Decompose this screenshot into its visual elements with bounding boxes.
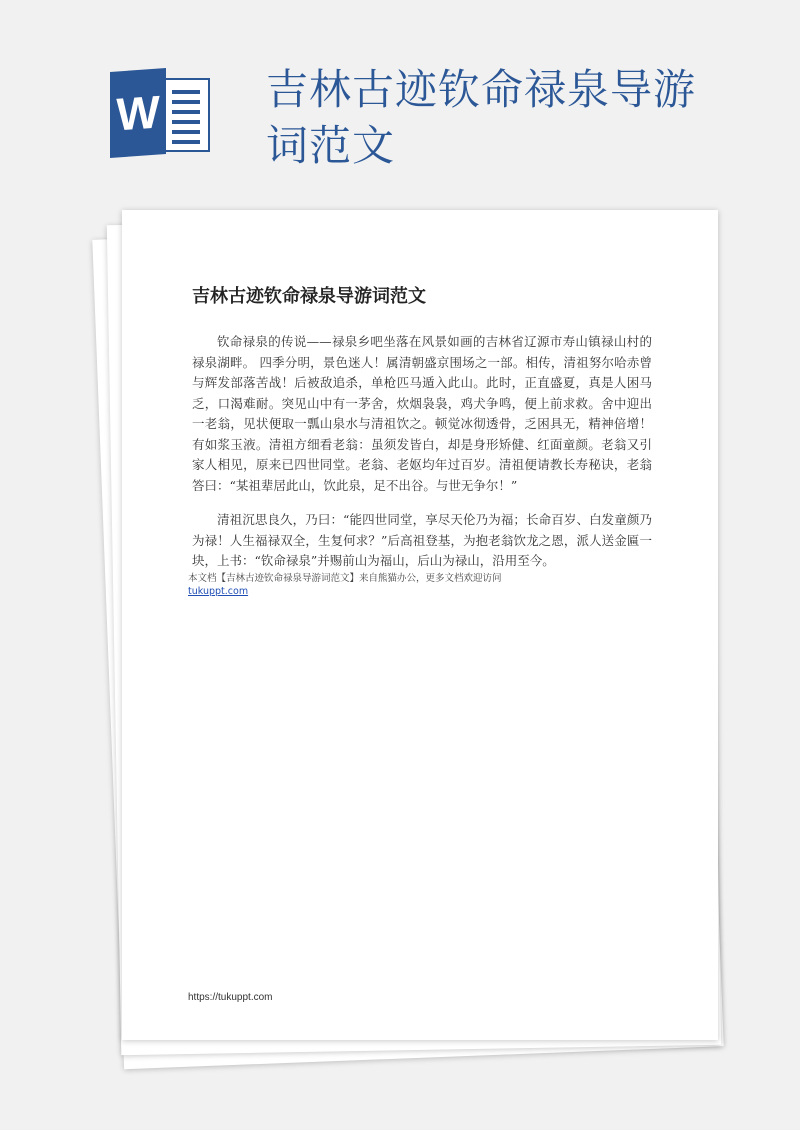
document-title: 吉林古迹钦命禄泉导游词范文: [192, 286, 426, 307]
paragraph-1: 钦命禄泉的传说——禄泉乡吧坐落在风景如画的吉林省辽源市寿山镇禄山村的禄泉湖畔。 四季分明，景色迷人！属清朝盛京围场之一部。相传，清祖努尔哈赤曾与辉发部落苦战！后被敌追杀，单枪匹马遁入此山。此时，正直盛夏，真是人困马乏，口渴难耐。突见山中有一茅舍，炊烟袅袅，鸡犬争鸣，便上前求救。舍中迎出一老翁，见状便取一瓢山泉水与清祖饮之。顿觉冰彻透骨，乏困具无，精神倍增！有如浆玉液。清祖方细看老翁：虽须发皆白，却是身形矫健、红面童颜。老翁又引家人相见，原来已四世同堂。老翁、老妪均年过百岁。清祖便请教长寿秘诀，老翁答曰：“某祖辈居此山，饮此泉，足不出谷。与世无争尔！”: [192, 334, 652, 493]
source-link[interactable]: tukuppt.com: [188, 586, 249, 597]
source-note-text: 本文档【吉林古迹钦命禄泉导游词范文】来自熊猫办公，更多文档欢迎访问: [188, 573, 502, 584]
document-page: [122, 210, 718, 1040]
word-badge: W: [110, 68, 166, 158]
page-title: 吉林古迹钦命禄泉导游词范文: [266, 65, 697, 170]
source-note: [188, 572, 502, 598]
footer-url: https://tukuppt.com: [188, 992, 273, 1003]
paragraph-2: 清祖沉思良久，乃曰：“能四世同堂，享尽天伦乃为福；长命百岁、白发童颜乃为禄！人生福禄双全，生复何求？”后高祖登基，为抱老翁饮龙之恩，派人送金匾一块，上书：“钦命禄泉”并赐前山为福山，后山为禄山，沿用至今。: [192, 512, 652, 568]
word-icon: [110, 70, 214, 156]
